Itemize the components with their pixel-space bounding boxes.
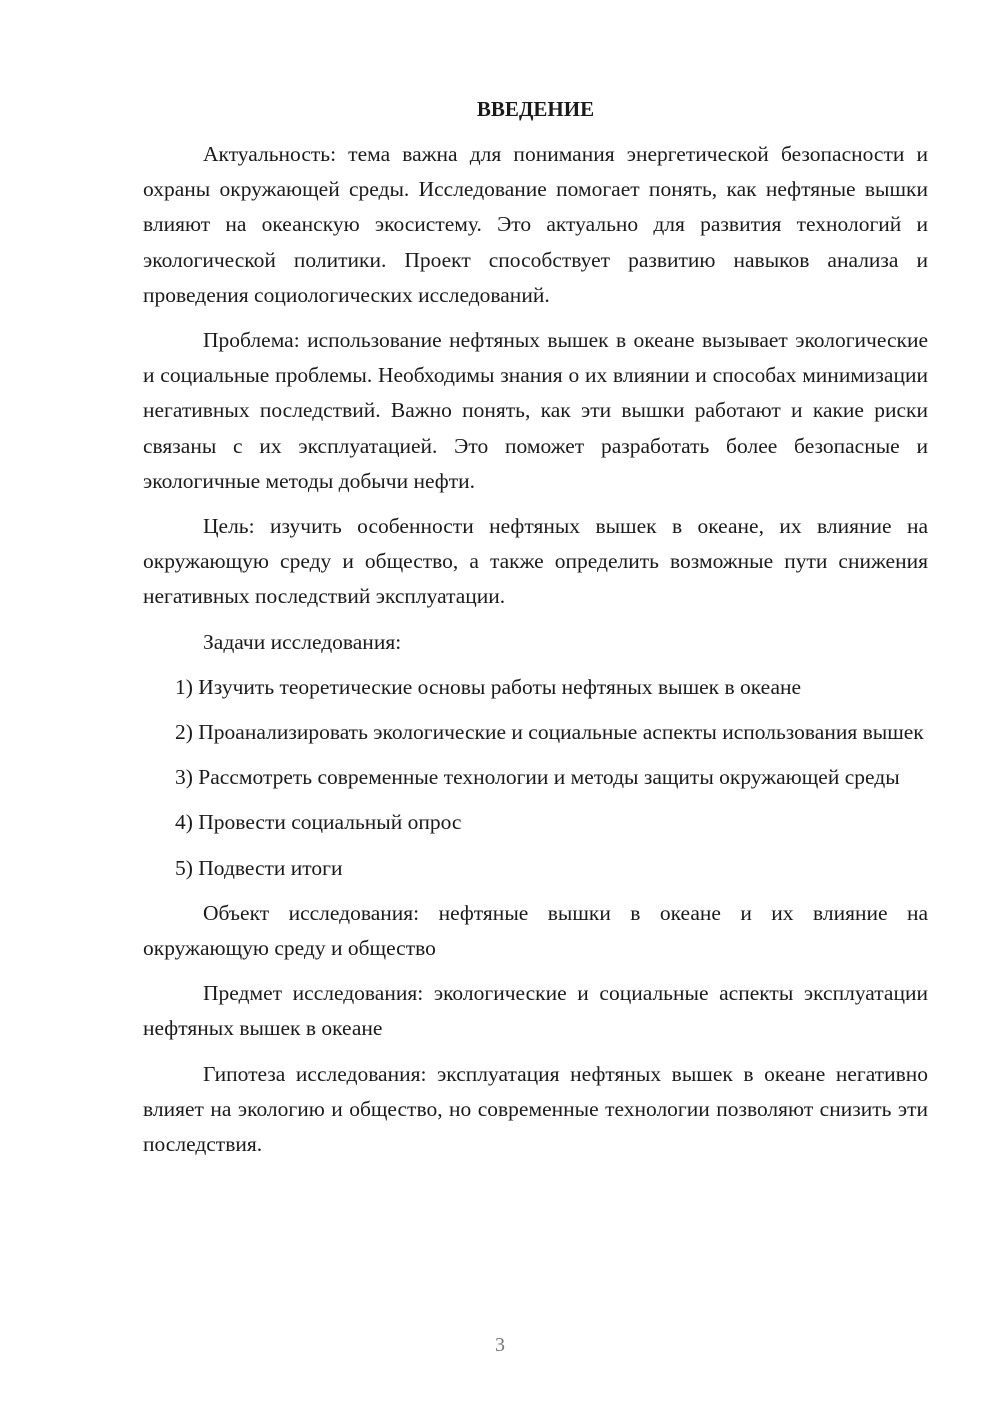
- task-item-1: 1) Изучить теоретические основы работы нефтяных вышек в океане: [175, 674, 802, 699]
- relevance-paragraph: Актуальность: тема важна для понимания энергетической безопасности и охраны окружающей среды. Исследование помогает понять, как нефтяные вышки влияют на океанскую экосистему. Это актуально для развития технологий и экологической политики. Проект способствует развитию навыков анализа и проведения социологических исследований.: [143, 142, 928, 307]
- page-title: ВВЕДЕНИЕ: [476, 97, 595, 121]
- tasks-heading: Задачи исследования:: [203, 629, 402, 654]
- goal-paragraph: Цель: изучить особенности нефтяных вышек в океане, их влияние на окружающую среду и общество, а также определить возможные пути снижения негативных последствий эксплуатации.: [143, 514, 928, 609]
- task-item-2: 2) Проанализировать экологические и социальные аспекты использования вышек: [175, 720, 924, 745]
- task-item-5: 5) Подвести итоги: [175, 855, 343, 880]
- object-paragraph: Объект исследования: нефтяные вышки в океане и их влияние на окружающую среду и общество: [143, 900, 928, 961]
- page-number: 3: [495, 1334, 505, 1356]
- problem-paragraph: Проблема: использование нефтяных вышек в океане вызывает экологические и социальные проблемы. Необходимы знания о их влиянии и способах минимизации негативных последствий. Важно понять, как эти вышки работают и какие риски связаны с их эксплуатацией. Это поможет разработать более безопасные и экологичные методы добычи нефти.: [143, 328, 928, 493]
- hypothesis-paragraph: Гипотеза исследования: эксплуатация нефтяных вышек в океане негативно влияет на экологию и общество, но современные технологии позволяют снизить эти последствия.: [143, 1061, 928, 1157]
- document-page: [143, 92, 928, 1172]
- task-item-4: 4) Провести социальный опрос: [175, 810, 462, 835]
- subject-paragraph: Предмет исследования: экологические и социальные аспекты эксплуатации нефтяных вышек в океане: [143, 981, 928, 1041]
- task-item-3: 3) Рассмотреть современные технологии и методы защиты окружающей среды: [175, 765, 900, 790]
